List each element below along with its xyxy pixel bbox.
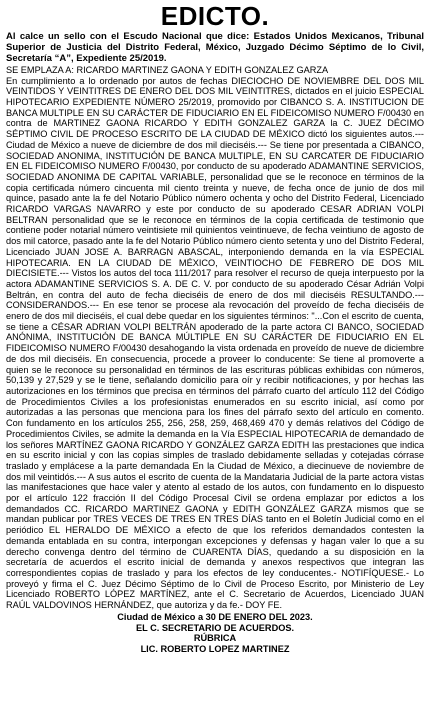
summons-line: SE EMPLAZA A: RICARDO MARTINEZ GAONA Y EDITH GONZALEZ GARZA [6, 65, 329, 75]
seal-header: Al calce un sello con el Escudo Nacional que dice: Estados Unidos Mexicanos, Tribunal Superior de Justicia del Distrito Federal, México, Juzgado Décimo Séptimo de lo Civil, Secretaría “A”, Expediente 25/2019. [6, 31, 424, 64]
secretary-title: EL C. SECRETARIO DE ACUERDOS. [135, 622, 295, 633]
signer-name: LIC. ROBERTO LOPEZ MARTINEZ [140, 644, 290, 655]
body-text: En cumplimiento a lo ordenado por autos de fechas DIECIOCHO DE NOVIEMBRE DEL DOS MIL VEINTIDOS Y VEINTITRES DE ENERO DEL DOS MIL VEINTITRES, dictados en el juicio ESPECIAL HIPOTECARIO EXPEDIENTE NÚMERO 25/2019, promovido por CIBANCO S. A. INSTITUCION DE BANCA MULTIPLE EN SU CARÁCTER DE FIDUCIARIO EN EL FIDEICOMISO NUMERO F/00430 en contra de MARTINEZ GAONA RICARDO Y EDITH GONZALEZ GARZA la C. JUEZ DÉCIMO SÉPTIMO CIVIL DE PROCESO ESCRITO DE LA CIUDAD DE MÉXICO dictó los siguientes autos.--- Ciudad de México a nueve de diciembre de dos mil dieciséis.--- Se tiene por presentada a CIBANCO, SOCIEDAD ANONIMA, INSTITUCIÓN DE BANCA MULTIPLE, EN SU CARCATER DE FIDUCIARIO EN EL FIDEICOMISO NUMERO F/00430, por conducto de su apoderado ADAMANTINE SERVICIOS, SOCIEDAD ANONIMA DE CAPITAL VARIABLE, personalidad que se le reconoce en términos de la copia certificada número cincuenta mil ciento treinta y nueve, de fecha once de junio de dos mil quince, pasado ante la fe del Notario Público número ochenta y ocho del Distrito Federal, Licenciado RICARDO VARGAS NAVARRO y este por conducto de su apoderado CESAR ADRIAN VOLPI BELTRAN personalidad que se le reconoce en términos de la copia certificada de testimonio que contiene poder notarial número veintisiete mil quinientos veintinueve, de fecha veintiuno de agosto de dos mil catorce, pasado ante la fe del Notario Público número ciento setenta y uno del Distrito Federal, Licenciado JUAN JOSE A. BARRAGN ABASCAL, interponiendo demanda en la vía ESPECIAL HIPOTECARIA. EN LA CIUDAD DE MÉXICO, VEINTIOCHO DE FEBRERO DE DOS MIL DIECISIETE.--- Vistos los autos del toca 111/2017 para resolver el recurso de queja interpuesto por la actora ADAMANTINE SERVICIOS S. A. DE C. V. por conducto de su apoderado César Adrián Volpi Beltrán, en contra del auto de fecha dieciséis de enero de dos mil dieciséis RESULTANDO.--- CONSIDERANDOS.--- En ese tenor se procese ala revocación del proveído de fecha dieciséis de enero de dos mil dieciséis, el cual debe quedar en los siguientes términos: "...Con el escrito de cuenta, se tiene a CÉSAR ADRIAN VOLPI BELTRÁN apoderado de la parte actora CI BANCO, SOCIEDAD ANÓNIMA, INSTITUCIÓN DE BANCA MÚLTIPLE EN SU CARÁCTER DE FIDUCIARIO EN EL FIDEICOMISO NUMERO F/00430 desahogando la vista ordenada en proveído de nueve de diciembre de dos mil dieciséis. En consecuencia, procede a proveer lo conducente: Se tiene al promoverte a quien se le reconoce su personalidad en términos de las escrituras públicas exhibidas con números, 50,139 y 27,529 y se le tiene, señalando domicilio para oír y recibir notificaciones, y por hechas las autorizaciones en los términos que precisa en términos del párrafo cuarto del artículo 112 del Código de Procedimientos Civiles a los profesionistas enumerados en su escrito inicial, así como por autorizadas a las personas que menciona para los fines del párrafo sexto del artículo en comento. Con fundamento en los artículos 255, 256, 258, 259, 468,469 470 y demás relativos del Código de Procedimientos Civiles, se admite la demanda en la Vía ESPECIAL HIPOTECARIA de demandado de los señores MARTÍNEZ GAONA RICARDO Y GONZÁLEZ GARZA EDITH las prestaciones que indica en su escrito inicial y con las copias simples de traslado debidamente selladas y cotejadas córrase traslado y emplácese a la parte demandada En la Ciudad de México, a diecinueve de noviembre de dos mil veintidós.--- A sus autos el escrito de cuenta de la Mandataria Judicial de la parte actora vistas las manifestaciones que hace valer y atento al estado de los autos, con fundamento en lo dispuesto por el artículo 122 fracción II del Código Procesal Civil se ordena emplazar por edictos a los demandados CC. RICARDO MARTINEZ GAONA y EDITH GONZÁLEZ GARZA mismos que se mandan publicar por TRES VECES DE TRES EN TRES DÍAS tanto en el Boletín Judicial como en el periódico EL HERALDO DE MÉXICO a efecto de que los referidos demandados contesten la demanda entablada en su contra, interpongan excepciones y defensas y hagan valer lo que a su derecho convenga dentro del término de CUARENTA DÍAS, quedando a su disposición en la secretaría de acuerdos el escrito inicial de demanda y anexos respectivos que integran las correspondientes copias de traslado y para los efectos de ley conducentes.- NOTIFÍQUESE.- Lo proveyó y firma el C. Juez Décimo Séptimo de lo Civil de Proceso Escrito, por Ministerio de Ley Licenciado ROBERTO LÓPEZ MARTÍNEZ, ante el C. Secretario de Acuerdos, Licenciado JUAN RAÚL VALDOVINOS HERNÁNDEZ, que autoriza y da fe.- DOY FE. [6, 75, 424, 611]
document-title: EDICTO. [160, 1, 270, 31]
date-line: Ciudad de México a 30 DE ENERO DEL 2023. [117, 611, 313, 622]
signature-mark: RÚBRICA [193, 633, 237, 644]
signature-block [6, 612, 424, 655]
